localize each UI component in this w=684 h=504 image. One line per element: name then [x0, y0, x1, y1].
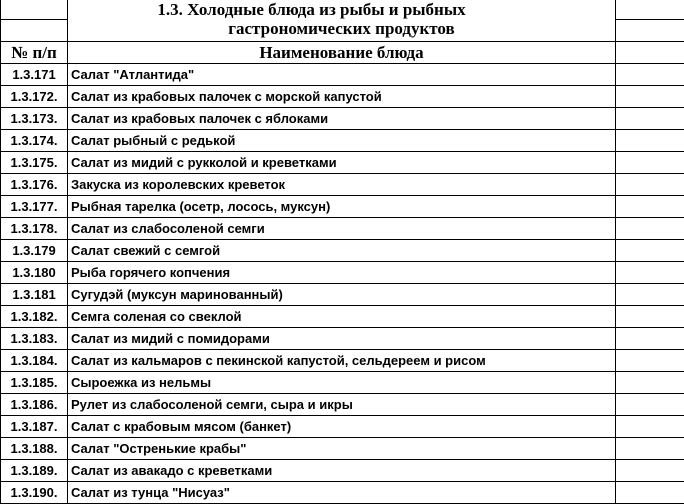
title-cell-blank-right-2: [616, 20, 684, 42]
blank-cell: [616, 284, 684, 306]
dish-name: Салат из кальмаров с пекинской капустой, сельдереем и рисом: [68, 350, 616, 372]
blank-cell: [616, 152, 684, 174]
dish-number: 1.3.174.: [1, 130, 68, 152]
dish-number: 1.3.183.: [1, 328, 68, 350]
table-row: [1, 438, 684, 460]
blank-cell: [616, 64, 684, 86]
dish-name: Семга соленая со свеклой: [68, 306, 616, 328]
table-row: [1, 372, 684, 394]
dish-number: 1.3.182.: [1, 306, 68, 328]
dish-name: Салат из крабовых палочек с морской капустой: [68, 86, 616, 108]
dish-name: Салат рыбный с редькой: [68, 130, 616, 152]
dish-number: 1.3.173.: [1, 108, 68, 130]
blank-cell: [616, 416, 684, 438]
dish-name: Сыроежка из нельмы: [68, 372, 616, 394]
dish-name: Рулет из слабосоленой семги, сыра и икры: [68, 394, 616, 416]
dish-number: 1.3.177.: [1, 196, 68, 218]
dish-number: 1.3.188.: [1, 438, 68, 460]
title-cell-blank-left: [1, 0, 68, 20]
table-row: [1, 86, 684, 108]
section-title-line2: гастрономических продуктов: [228, 19, 455, 38]
dish-name: Салат свежий с семгой: [68, 240, 616, 262]
dish-number: 1.3.187.: [1, 416, 68, 438]
header-row: [1, 42, 684, 64]
blank-cell: [616, 328, 684, 350]
blank-cell: [616, 86, 684, 108]
blank-cell: [616, 108, 684, 130]
table-row: [1, 482, 684, 504]
table-row: [1, 350, 684, 372]
dish-name: Салат из авакадо с креветками: [68, 460, 616, 482]
blank-cell: [616, 372, 684, 394]
dish-name: Салат с крабовым мясом (банкет): [68, 416, 616, 438]
dish-name: Закуска из королевских креветок: [68, 174, 616, 196]
dish-number: 1.3.184.: [1, 350, 68, 372]
blank-cell: [616, 218, 684, 240]
dish-number: 1.3.175.: [1, 152, 68, 174]
dish-number: 1.3.172.: [1, 86, 68, 108]
dish-number: 1.3.189.: [1, 460, 68, 482]
dish-number: 1.3.181: [1, 284, 68, 306]
blank-cell: [616, 306, 684, 328]
dish-name: Салат из мидий с рукколой и креветками: [68, 152, 616, 174]
dish-name: Салат из мидий с помидорами: [68, 328, 616, 350]
table-row: [1, 306, 684, 328]
table-row: [1, 64, 684, 86]
dish-number: 1.3.186.: [1, 394, 68, 416]
dish-number: 1.3.179: [1, 240, 68, 262]
dish-name: Салат "Остренькие крабы": [68, 438, 616, 460]
title-cell-blank-right: [616, 0, 684, 20]
blank-cell: [616, 394, 684, 416]
header-number: № п/п: [1, 42, 68, 64]
table-row: [1, 460, 684, 482]
header-blank: [616, 42, 684, 64]
dish-number: 1.3.190.: [1, 482, 68, 504]
table-row: [1, 416, 684, 438]
table-row: [1, 130, 684, 152]
blank-cell: [616, 240, 684, 262]
dish-name: Салат "Атлантида": [68, 64, 616, 86]
blank-cell: [616, 460, 684, 482]
dish-name: Рыбная тарелка (осетр, лосось, муксун): [68, 196, 616, 218]
table-row: [1, 240, 684, 262]
dish-name: Салат из крабовых палочек с яблоками: [68, 108, 616, 130]
blank-cell: [616, 174, 684, 196]
title-cell-blank-left-2: [1, 20, 68, 42]
blank-cell: [616, 482, 684, 504]
table-row: [1, 394, 684, 416]
blank-cell: [616, 130, 684, 152]
blank-cell: [616, 262, 684, 284]
table-row: [1, 196, 684, 218]
table-row: [1, 262, 684, 284]
dish-number: 1.3.176.: [1, 174, 68, 196]
dish-name: Салат из слабосоленой семги: [68, 218, 616, 240]
table-row: [1, 218, 684, 240]
header-name: Наименование блюда: [68, 42, 616, 64]
blank-cell: [616, 196, 684, 218]
dish-name: Сугудэй (муксун маринованный): [68, 284, 616, 306]
title-row: [1, 0, 684, 20]
table-row: [1, 174, 684, 196]
dish-name: Салат из тунца "Нисуаз": [68, 482, 616, 504]
table-row: [1, 284, 684, 306]
dish-number: 1.3.180: [1, 262, 68, 284]
section-title-line1: 1.3. Холодные блюда из рыбы и рыбных: [157, 0, 466, 19]
table-row: [1, 152, 684, 174]
dish-number: 1.3.178.: [1, 218, 68, 240]
blank-cell: [616, 438, 684, 460]
table-row: [1, 328, 684, 350]
table-row: [1, 108, 684, 130]
dish-number: 1.3.171: [1, 64, 68, 86]
blank-cell: [616, 350, 684, 372]
dish-number: 1.3.185.: [1, 372, 68, 394]
section-title: [68, 0, 616, 42]
dish-name: Рыба горячего копчения: [68, 262, 616, 284]
